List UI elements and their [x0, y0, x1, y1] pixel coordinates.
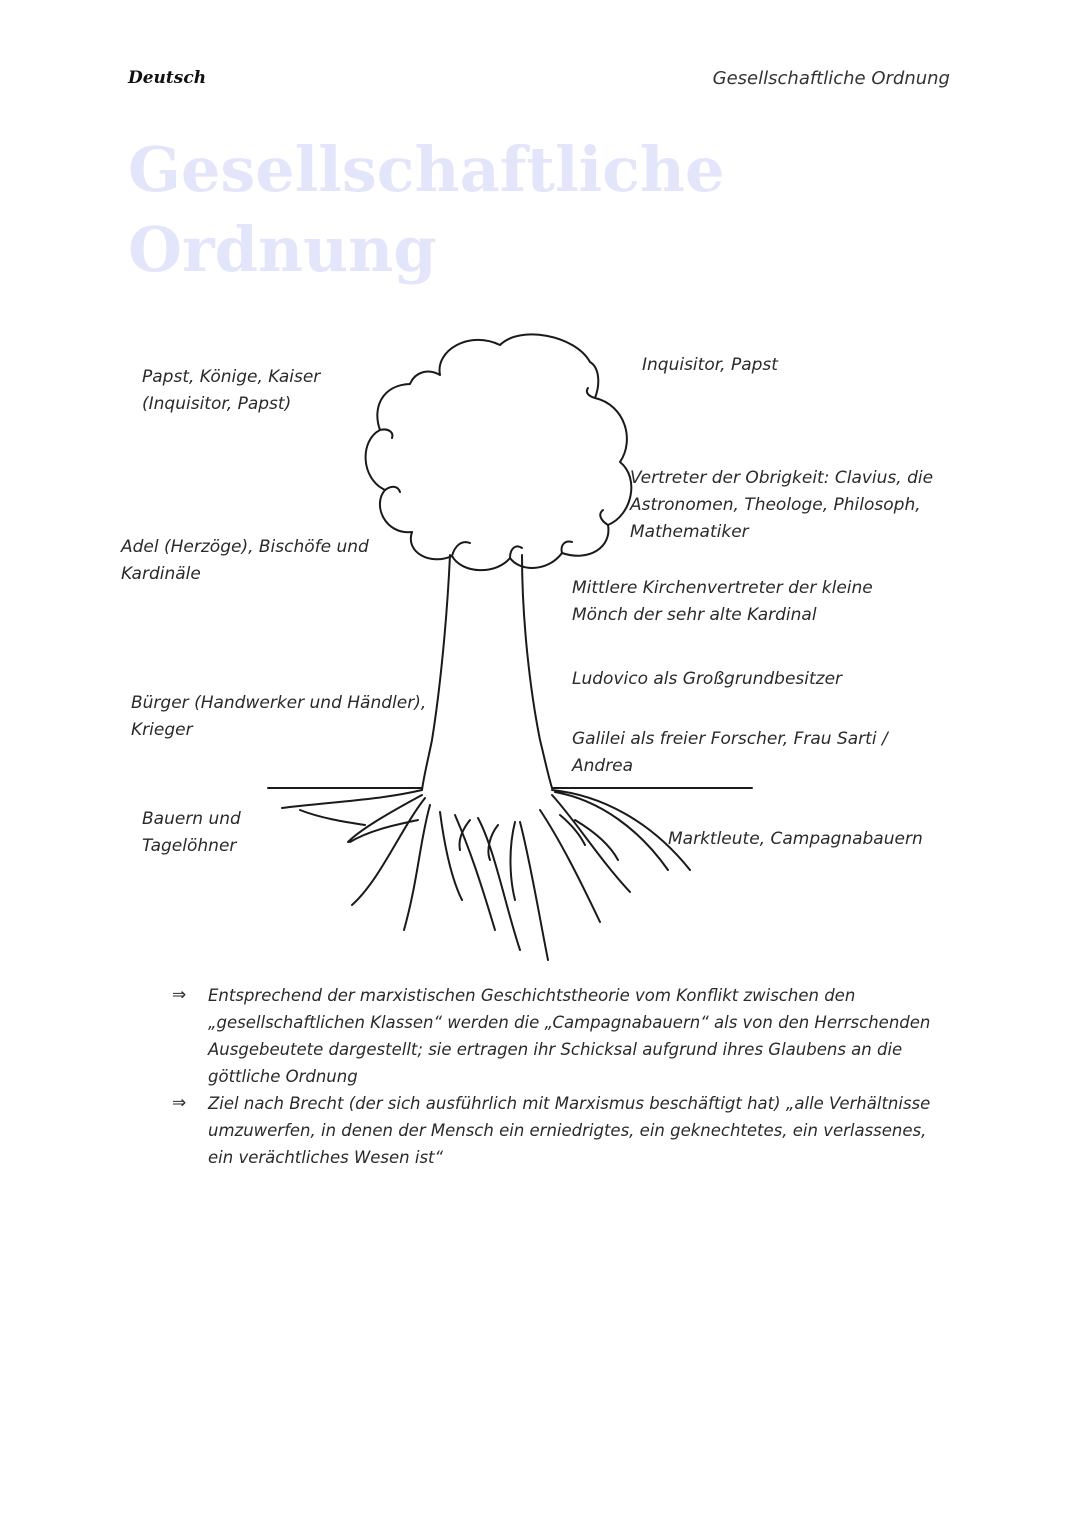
tree-trunk-right: [522, 555, 552, 788]
tree-label-right-2: Vertreter der Obrigkeit: Clavius, die Astronomen, Theologe, Philosoph, Mathematiker: [630, 468, 934, 542]
double-arrow-icon: ⇒: [172, 1093, 187, 1113]
tree-label-left-4: Bauern und Tagelöhner: [142, 809, 241, 856]
tree-label-right-3: Mittlere Kirchenvertreter der kleine Mönch der sehr alte Kardinal: [572, 578, 873, 625]
page-title: Gesellschaftliche Ordnung: [128, 133, 725, 286]
note-item: [172, 982, 932, 1090]
page-header-topic: Gesellschaftliche Ordnung: [712, 68, 950, 89]
tree-label-left-2: Adel (Herzöge), Bischöfe und Kardinäle: [121, 537, 369, 584]
tree-label-left-1: Papst, Könige, Kaiser (Inquisitor, Papst): [142, 367, 321, 414]
tree-trunk-left: [422, 555, 450, 790]
crown-detail: [380, 388, 608, 558]
tree-label-right-5: Galilei als freier Forscher, Frau Sarti / Andrea: [572, 729, 888, 776]
subject-label: Deutsch: [128, 68, 207, 88]
tree-roots: [282, 790, 690, 960]
tree-label-left-3: Bürger (Handwerker und Händler), Krieger: [131, 693, 427, 740]
tree-label-right-4: Ludovico als Großgrundbesitzer: [572, 669, 843, 689]
tree-crown: [366, 334, 632, 570]
note-text: Ziel nach Brecht (der sich ausführlich mit Marxismus beschäftigt hat) „alle Verhältnisse umzuwerfen, in denen der Mensch ein erniedrigtes, ein geknechtetes, ein verlassenes, ein verächtliches Wesen ist“: [208, 1094, 931, 1167]
tree-label-right-6: Marktleute, Campagnabauern: [668, 829, 923, 849]
notes-list: [172, 982, 932, 1171]
note-item: [172, 1090, 932, 1171]
note-text: Entsprechend der marxistischen Geschichtstheorie vom Konflikt zwischen den „gesellschaftlichen Klassen“ werden die „Campagnabauern“ als von den Herrschenden Ausgebeutete dargestellt; sie ertragen ihr Schicksal aufgrund ihres Glaubens an die göttliche Ordnung: [208, 986, 931, 1086]
tree-label-right-1: Inquisitor, Papst: [642, 355, 778, 375]
double-arrow-icon: ⇒: [172, 985, 187, 1005]
